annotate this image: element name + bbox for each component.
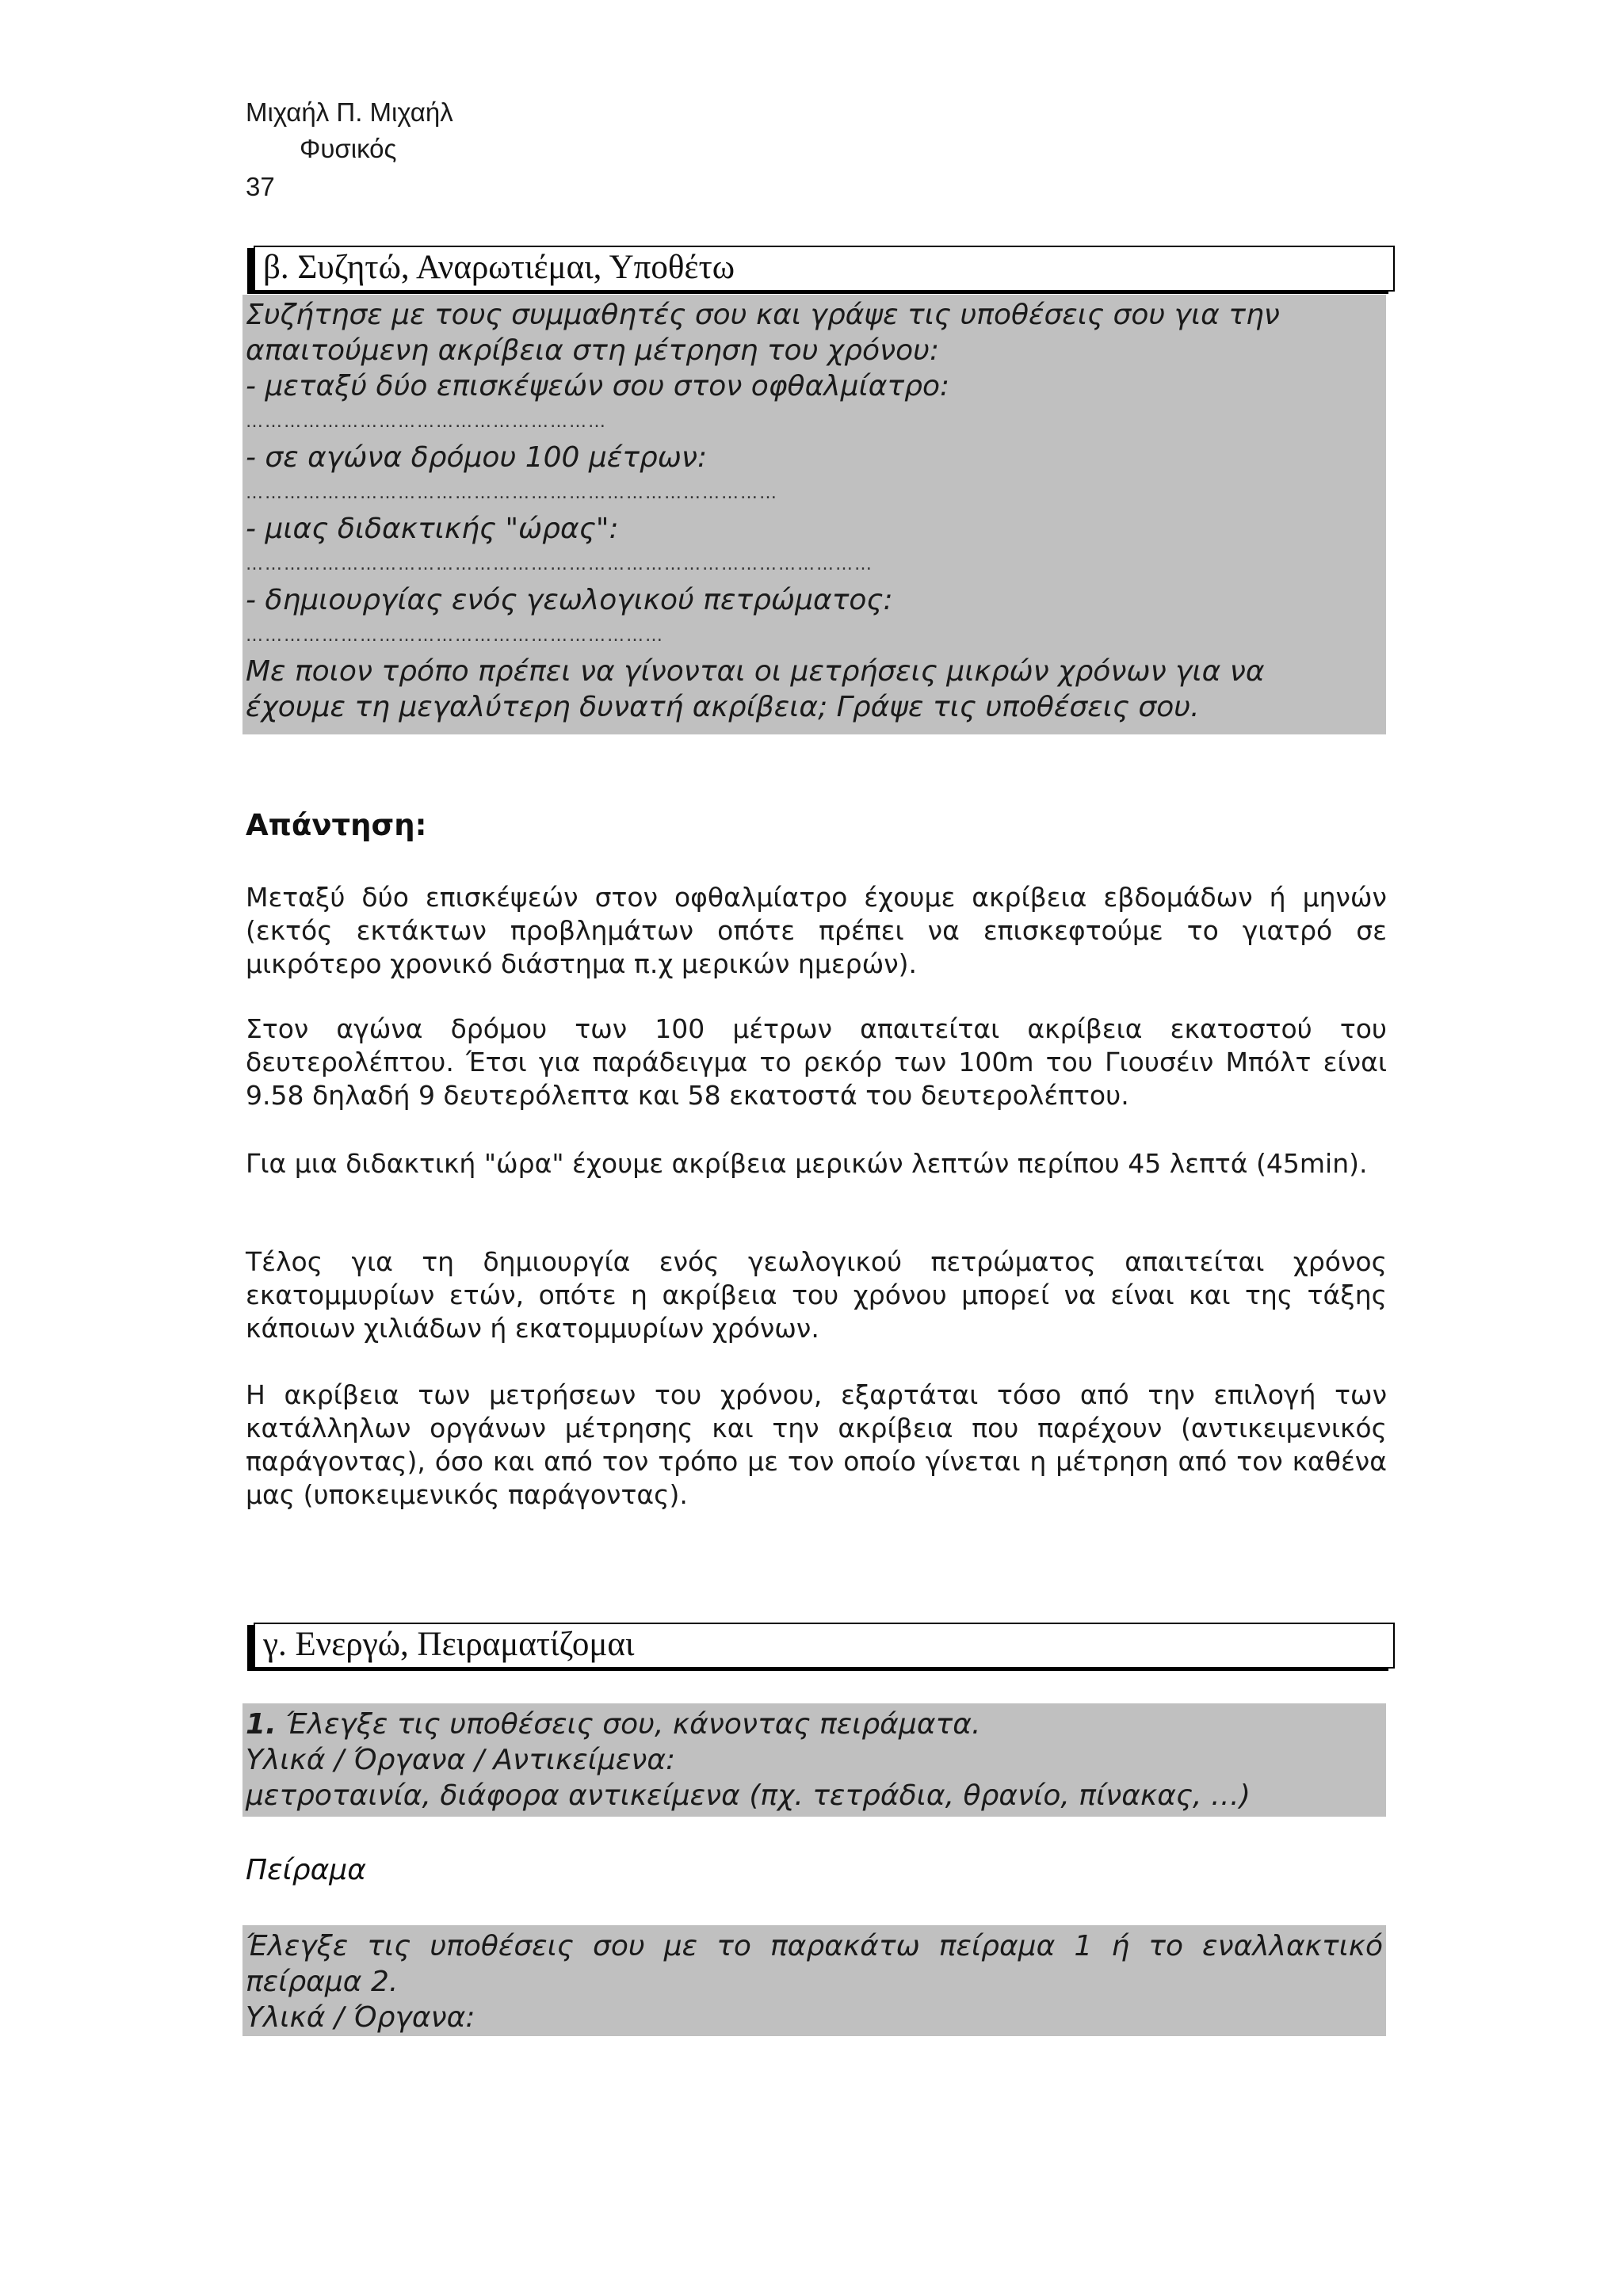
answer-blank-2: …………………………………………………………………………: [246, 483, 778, 503]
answer-blank-4: …………………………………………………………: [246, 626, 664, 646]
prompt-line-1: Συζήτησε με τους συμμαθητές σου και γράψε τις υποθέσεις σου για την: [246, 299, 1280, 331]
prompt-lesson-hour: - μιας διδακτικής "ώρας":: [246, 513, 619, 545]
author-profession: Φυσικός: [300, 134, 397, 163]
page-number: 37: [246, 172, 275, 201]
prompt-rock-formation: - δημιουργίας ενός γεωλογικού πετρώματος:: [246, 584, 893, 616]
prompt-race: - σε αγώνα δρόμου 100 μέτρων:: [246, 441, 708, 474]
experiment-box: [242, 1925, 1386, 2036]
answer-paragraph-4: Τέλος για τη δημιουργία ενός γεωλογικού πετρώματος απαιτείται χρόνος εκατομμυρίων ετών, οπότε η ακρίβεια του χρόνου μπορεί να είναι και της τάξης κάποιων χιλιάδων ή εκατομμυρίων χρόνων.: [246, 1246, 1387, 1344]
task-1-materials-label: Υλικά / Όργανα / Αντικείμενα:: [246, 1744, 676, 1776]
task-1-line: [246, 1707, 1383, 1742]
author-name: Μιχαήλ Π. Μιχαήλ: [246, 97, 453, 127]
answer-blank-3: ………………………………………………………………………………………: [246, 555, 873, 574]
task-1-number: 1.: [246, 1708, 277, 1741]
answer-heading: Απάντηση:: [246, 808, 427, 842]
prompt-question-line-1: Με ποιον τρόπο πρέπει να γίνονται οι μετρήσεις μικρών χρόνων για να: [246, 655, 1265, 688]
prompt-question-line-2: έχουμε τη μεγαλύτερη δυνατή ακρίβεια; Γράψε τις υποθέσεις σου.: [246, 691, 1200, 723]
answer-blank-1: …………………………………………………: [246, 412, 607, 432]
experiment-line-1: Έλεγξε τις υποθέσεις σου με το παρακάτω πείραμα 1 ή το εναλλακτικό: [246, 1930, 1383, 1962]
answer-paragraph-2: Στον αγώνα δρόμου των 100 μέτρων απαιτείται ακρίβεια εκατοστού του δευτερολέπτου. Έτσι για παράδειγμα το ρεκόρ των 100m του Γιουσέιν Μπόλτ είναι 9.58 δηλαδή 9 δευτερόλεπτα και 58 εκατοστά του δευτερολέπτου.: [246, 1013, 1387, 1111]
task-1-materials: μετροταινία, διάφορα αντικείμενα (πχ. τετράδια, θρανίο, πίνακας, …): [246, 1779, 1251, 1812]
task-1-text: Έλεγξε τις υποθέσεις σου, κάνοντας πειράματα.: [276, 1708, 981, 1741]
task-1-box: [242, 1703, 1386, 1817]
section-c-title: γ. Ενεργώ, Πειραματίζομαι: [254, 1623, 1395, 1669]
prompt-line-2: απαιτούμενη ακρίβεια στη μέτρηση του χρόνου:: [246, 334, 940, 367]
experiment-materials-label: Υλικά / Όργανα:: [246, 2001, 475, 2034]
section-b-prompt-box: [242, 295, 1386, 734]
experiment-label: Πείραμα: [246, 1854, 366, 1886]
answer-paragraph-5: Η ακρίβεια των μετρήσεων του χρόνου, εξαρτάται τόσο από την επιλογή των κατάλληλων οργάνων μέτρησης και την ακρίβεια που παρέχουν (αντικειμενικός παράγοντας), όσο και από τον τρόπο με τον οποίο γίνεται η μέτρηση από τον καθένα μας (υποκειμενικός παράγοντας).: [246, 1379, 1387, 1510]
answer-paragraph-3: Για μια διδακτική "ώρα" έχουμε ακρίβεια μερικών λεπτών περίπου 45 λεπτά (45min).: [246, 1148, 1368, 1179]
prompt-eye-doctor: - μεταξύ δύο επισκέψεών σου στον οφθαλμίατρο:: [246, 370, 950, 402]
experiment-line-2: πείραμα 2.: [246, 1966, 399, 1998]
answer-paragraph-1: Μεταξύ δύο επισκέψεών στον οφθαλμίατρο έχουμε ακρίβεια εβδομάδων ή μηνών (εκτός εκτάκτων προβλημάτων οπότε πρέπει να επισκεφτούμε το γιατρό σε μικρότερο χρονικό διάστημα π.χ μερικών ημερών).: [246, 882, 1387, 979]
section-b-title: β. Συζητώ, Αναρωτιέμαι, Υποθέτω: [254, 246, 1395, 292]
